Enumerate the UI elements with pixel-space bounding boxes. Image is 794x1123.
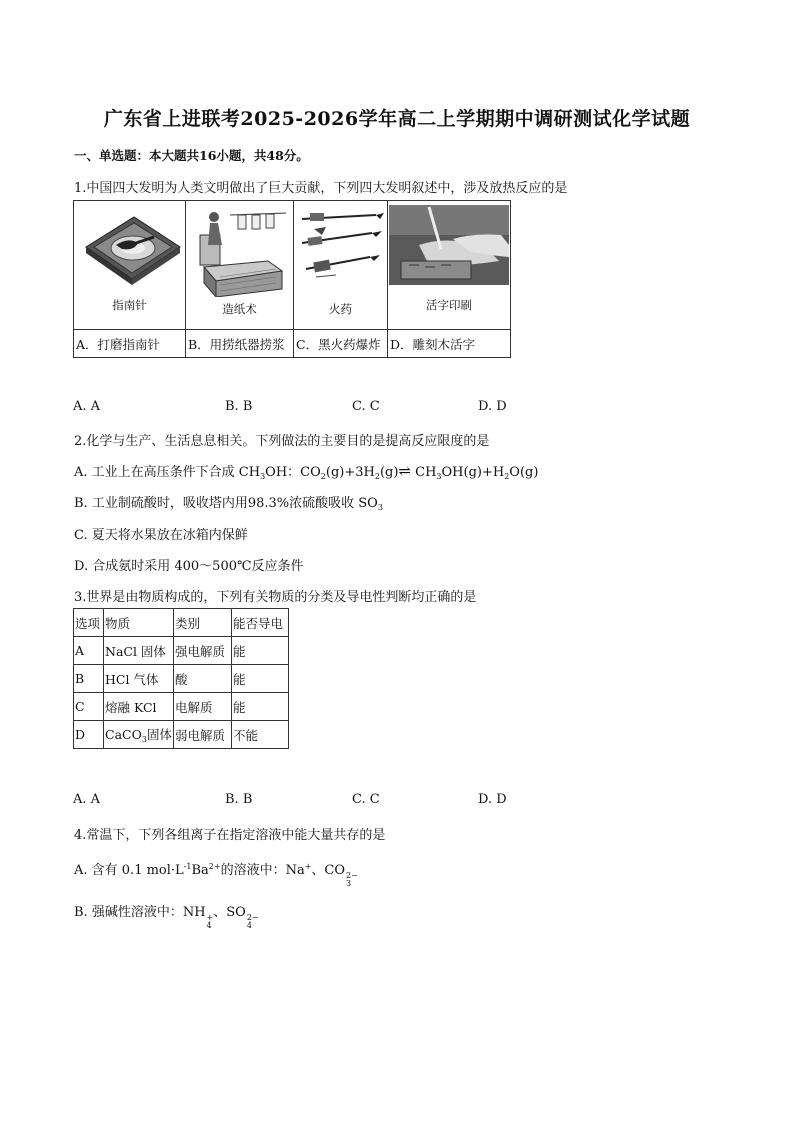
q1-table: [73, 200, 511, 358]
table-row: [74, 693, 289, 721]
q1-option-d: D．雕刻木活字: [388, 330, 511, 358]
caption-gunpowder: 火药: [329, 302, 352, 316]
cell-substance: HCl 气体: [104, 665, 174, 693]
compass-image: [76, 207, 184, 297]
q3-choice-a: A. A: [73, 792, 101, 807]
cell-option: B: [74, 665, 104, 693]
cell-substance: NaCl 固体: [104, 637, 174, 665]
cell-conductive: 不能: [232, 721, 289, 749]
table-header-row: [74, 609, 289, 637]
printing-image-cell: [388, 201, 511, 330]
gunpowder-image-cell: [294, 201, 388, 330]
gunpowder-image: [296, 205, 386, 289]
q3-choice-c: C. C: [352, 792, 380, 807]
header-substance: 物质: [104, 609, 174, 637]
q1-choice-c: C. C: [352, 399, 380, 414]
caption-printing: 活字印刷: [426, 298, 472, 312]
table-row: [74, 637, 289, 665]
cell-category: 电解质: [174, 693, 232, 721]
q1-stem: 1.中国四大发明为人类文明做出了巨大贡献，下列四大发明叙述中，涉及放热反应的是: [74, 181, 568, 196]
cell-conductive: 能: [232, 665, 289, 693]
q1-choice-b: B. B: [225, 399, 253, 414]
q3-choice-d: D. D: [478, 792, 507, 807]
q3-table: [73, 608, 289, 749]
cell-option: A: [74, 637, 104, 665]
caption-papermaking: 造纸术: [222, 302, 257, 316]
cell-option: C: [74, 693, 104, 721]
printing-image: [389, 205, 509, 285]
caption-compass: 指南针: [112, 298, 147, 312]
cell-substance: 熔融 KCl: [104, 693, 174, 721]
q1-option-a: A．打磨指南针: [74, 330, 186, 358]
cell-category: 强电解质: [174, 637, 232, 665]
q2-option-a: A. 工业上在高压条件下合成 $CH_3OH$：$CO_2(g)+3H_2(g)\rightleftharpoons$ $CH_3OH(g)+H_2O(g)$: [74, 462, 539, 481]
q4-option-b: B. 强碱性溶液中：NH + 4 、SO 2− 4: [74, 905, 259, 930]
q2-option-d: D. 合成氨时采用 400～500℃反应条件: [74, 559, 304, 574]
cell-category: 酸: [174, 665, 232, 693]
q2-stem: 2.化学与生产、生活息息相关。下列做法的主要目的是提高反应限度的是: [74, 434, 490, 449]
table-row: [74, 721, 289, 749]
page-title: 广东省上进联考2025-2026学年高二上学期期中调研测试化学试题: [103, 108, 691, 130]
q3-choice-b: B. B: [225, 792, 253, 807]
q4-option-a: A. 含有 0.1 $mol\cdot L^{-1}Ba^{2+}$的溶液中：Na+、CO 2− 3: [74, 862, 358, 888]
cell-option: D: [74, 721, 104, 749]
header-category: 类别: [174, 609, 232, 637]
q3-stem: 3.世界是由物质构成的，下列有关物质的分类及导电性判断均正确的是: [74, 590, 477, 605]
q1-option-c: C．黑火药爆炸: [294, 330, 388, 358]
compass-image-cell: [74, 201, 186, 330]
q4-stem: 4.常温下，下列各组离子在指定溶液中能大量共存的是: [74, 828, 386, 843]
section-heading: 一、单选题：本大题共16小题，共48分。: [74, 148, 309, 163]
q2-option-c: C. 夏天将水果放在冰箱内保鲜: [74, 528, 248, 543]
equilibrium-arrow: ⇌: [398, 462, 411, 480]
table-row: [74, 665, 289, 693]
q1-option-b: B．用捞纸器捞浆: [186, 330, 294, 358]
q2-option-b: B. 工业制硫酸时，吸收塔内用98.3%浓硫酸吸收 $SO_3$: [74, 496, 383, 512]
q1-choice-d: D. D: [478, 399, 507, 414]
cell-conductive: 能: [232, 637, 289, 665]
papermaking-image: [190, 205, 290, 297]
cell-substance: CaCO$_3$固体: [104, 721, 174, 749]
q1-choice-a: A. A: [73, 399, 101, 414]
header-conductive: 能否导电: [232, 609, 289, 637]
papermaking-image-cell: [186, 201, 294, 330]
cell-conductive: 能: [232, 693, 289, 721]
header-option: 选项: [74, 609, 104, 637]
cell-category: 弱电解质: [174, 721, 232, 749]
